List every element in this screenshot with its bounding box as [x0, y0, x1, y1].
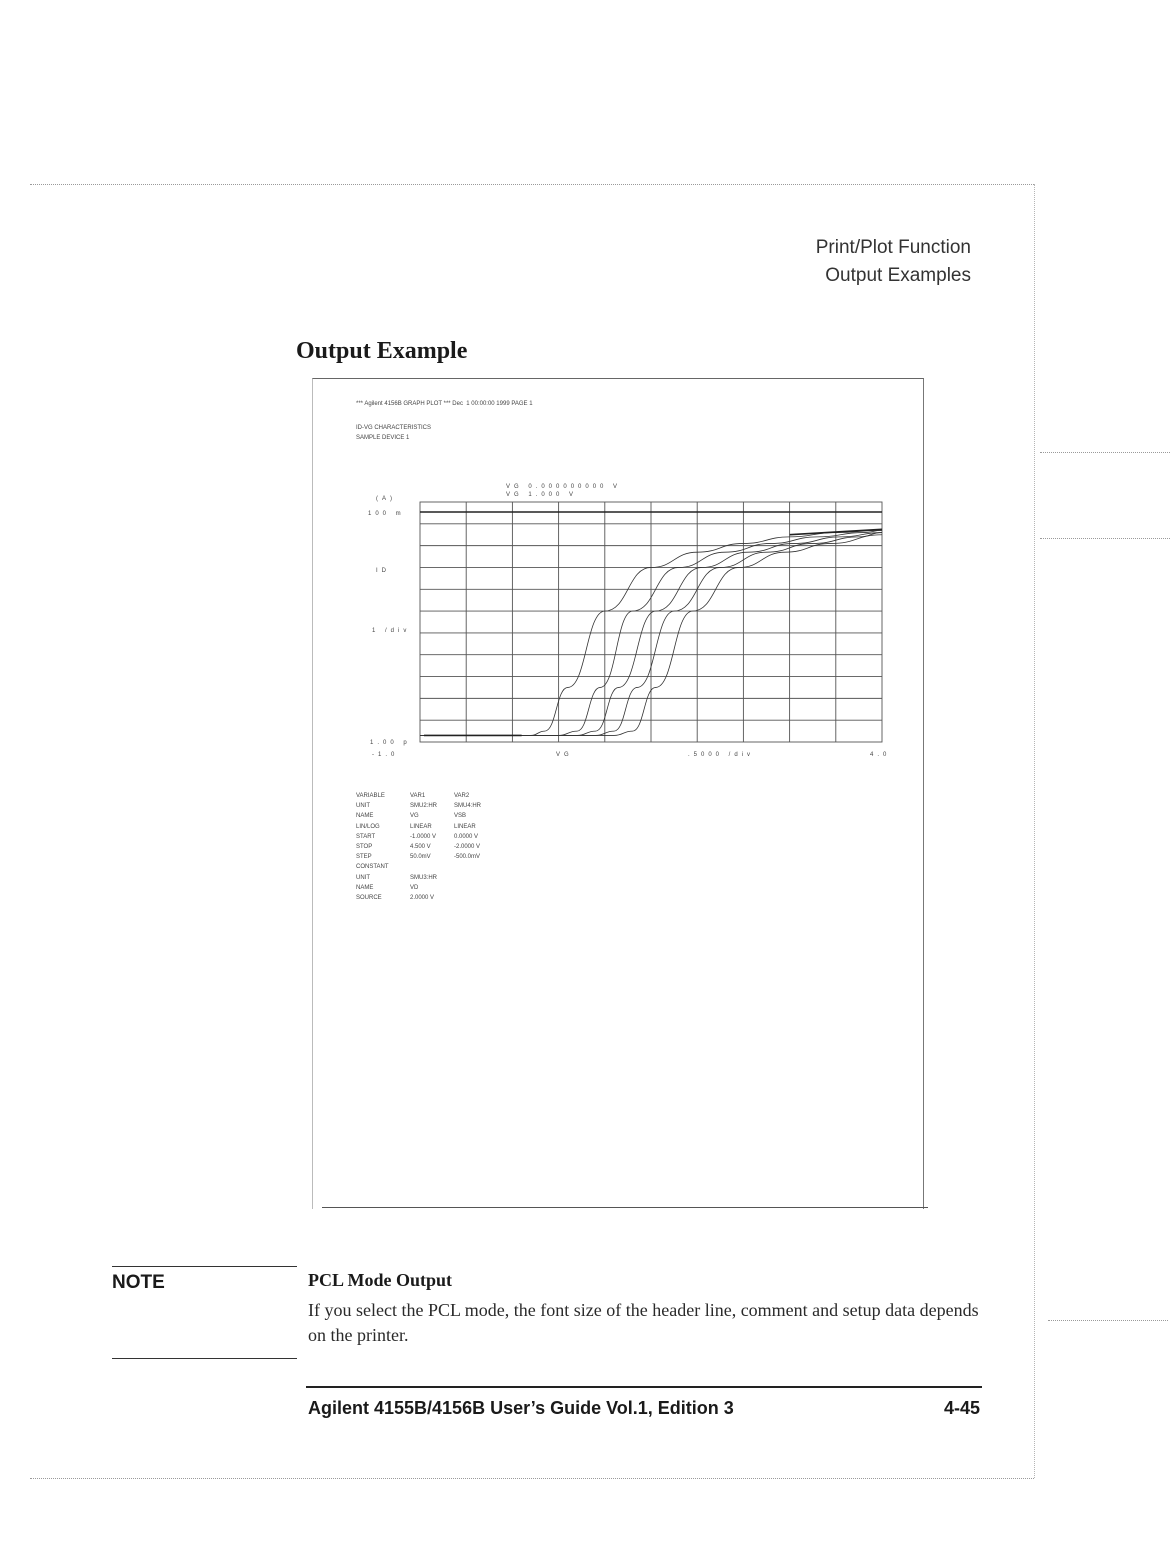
y-mid-label: (A): [376, 496, 396, 502]
x-axis-label: VG: [556, 752, 573, 758]
setup-cell: NAME: [356, 813, 374, 820]
setup-cell: VAR2: [454, 793, 470, 799]
x-end-label: 4.0: [870, 752, 891, 758]
setup-cell: NAME: [356, 884, 374, 891]
setup-cell: UNIT: [356, 874, 370, 881]
scan-mark: [1048, 1320, 1168, 1321]
setup-cell: VG: [410, 813, 419, 820]
note-heading: PCL Mode Output: [308, 1270, 453, 1290]
setup-cell: SMU3:HR: [410, 874, 438, 881]
scan-edge-top: [30, 184, 1034, 185]
id-vg-chart: [414, 498, 884, 750]
setup-cell: SMU2:HR: [410, 803, 438, 810]
setup-cell: 2.0000 V: [410, 895, 435, 901]
setup-cell: START: [356, 833, 376, 840]
note-rule-top: [112, 1266, 297, 1267]
setup-cell: 0.0000 V: [454, 833, 479, 840]
y-axis-label: ID: [376, 568, 390, 574]
setup-cell: VD: [410, 884, 419, 891]
page-number: 4-45: [943, 1398, 980, 1418]
x-marker-label: VG 0.000000000 V: [506, 484, 622, 490]
scan-edge-right: [1034, 184, 1035, 1478]
setup-cell: 50.0mV: [410, 854, 431, 861]
printout-comment-2: SAMPLE DEVICE 1: [356, 435, 410, 441]
footer-rule: [306, 1386, 982, 1388]
note-body: If you select the PCL mode, the font size of the header line, comment and setup data depends on the printer.: [308, 1300, 979, 1345]
note-label: NOTE: [112, 1272, 165, 1293]
y-top-label: 100 m: [368, 511, 405, 517]
setup-cell: -2.0000 V: [454, 844, 481, 850]
y-bottom-label: 1.00 p: [370, 740, 411, 746]
x-start-label: -1.0: [372, 752, 399, 758]
setup-cell: CONSTANT: [356, 864, 389, 871]
x-scale-label: .5000 /div: [688, 752, 755, 758]
footer-title: Agilent 4155B/4156B User’s Guide Vol.1, Edition 3: [308, 1398, 734, 1418]
running-head-section: Output Examples: [825, 265, 971, 286]
setup-cell: 4.500 V: [410, 844, 431, 850]
printout-frame-bottom: [322, 1207, 928, 1208]
setup-cell: STEP: [356, 854, 372, 861]
setup-cell: SOURCE: [356, 895, 382, 901]
note-rule-bottom: [112, 1358, 297, 1359]
scan-mark: [1040, 452, 1170, 453]
marker-value-label: VG 1.000 V: [506, 492, 578, 498]
chart-grid: [420, 502, 882, 742]
scan-edge-bottom: [30, 1478, 1034, 1479]
setup-cell: VAR1: [410, 793, 426, 799]
setup-cell: -500.0mV: [454, 854, 481, 861]
setup-cell: UNIT: [356, 803, 370, 810]
setup-cell: LINEAR: [410, 823, 432, 830]
setup-cell: LIN/LOG: [356, 823, 380, 830]
scan-mark: [1040, 538, 1170, 539]
printout-comment-1: ID-VG CHARACTERISTICS: [356, 425, 432, 431]
section-title: Output Example: [296, 338, 468, 364]
setup-cell: VSB: [454, 813, 467, 820]
setup-cell: SMU4:HR: [454, 803, 482, 810]
setup-cell: LINEAR: [454, 823, 476, 830]
printout-header-line: *** Agilent 4156B GRAPH PLOT *** Dec 1 00:00:00 1999 PAGE 1: [356, 401, 533, 407]
setup-cell: VARIABLE: [356, 793, 385, 799]
setup-cell: -1.0000 V: [410, 833, 437, 840]
y-decade-label: 1 /div: [372, 628, 411, 634]
setup-cell: STOP: [356, 844, 373, 850]
running-head-chapter: Print/Plot Function: [815, 237, 971, 258]
